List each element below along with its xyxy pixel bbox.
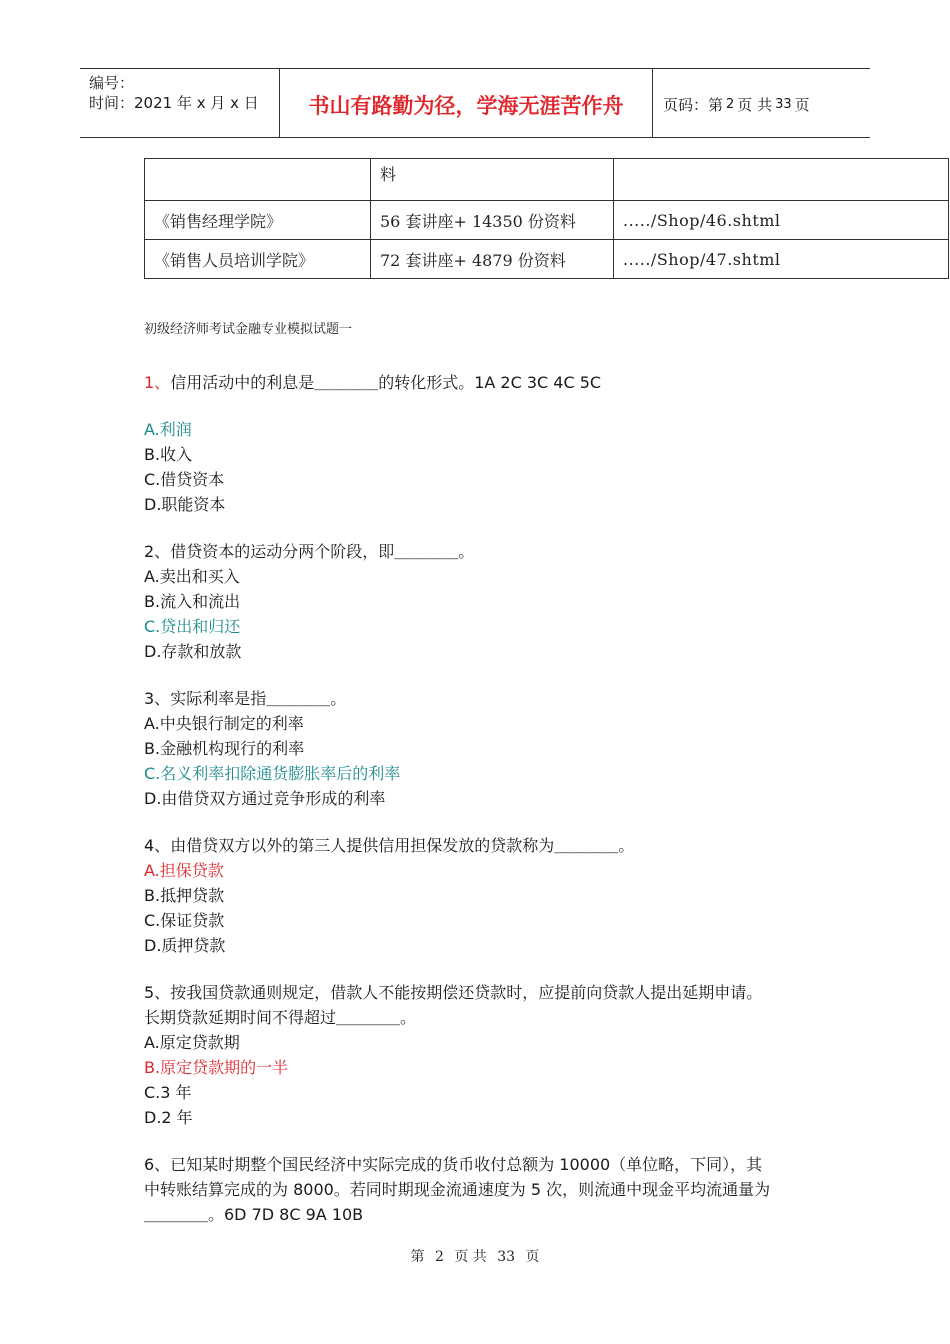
resource-desc: 料 — [371, 159, 614, 201]
option-c: C.名义利率扣除通货膨胀率后的利率 — [144, 764, 401, 783]
option-a: A.原定贷款期 — [144, 1033, 240, 1052]
footer-prefix: 第 — [410, 1249, 425, 1265]
option-d: D.质押贷款 — [144, 936, 226, 955]
question-number: 3、 — [144, 689, 171, 708]
page-footer — [0, 1246, 950, 1266]
date-label: 时间：2021 年 x 月 x 日 — [89, 94, 259, 112]
question-1 — [144, 370, 824, 517]
option-a: A.利润 — [144, 420, 192, 439]
question-number: 6、 — [144, 1155, 171, 1174]
option-c: C.保证贷款 — [144, 911, 225, 930]
resource-link[interactable]: ...../Shop/47.shtml — [614, 240, 949, 279]
option-d: D.存款和放款 — [144, 642, 242, 661]
question-stem-cont: 长期贷款延期时间不得超过＿＿＿＿。 — [144, 1008, 417, 1027]
page-suffix: 页 — [794, 96, 810, 114]
page-header — [80, 68, 870, 138]
resource-link — [614, 159, 949, 201]
footer-total: 33 — [497, 1249, 516, 1265]
question-number: 2、 — [144, 542, 171, 561]
page-total: 33 — [775, 97, 792, 112]
resource-name: 《销售人员培训学院》 — [145, 240, 371, 279]
resource-table — [144, 158, 949, 279]
option-c: C.3 年 — [144, 1083, 192, 1102]
serial-number-label: 编号： — [89, 74, 135, 92]
option-b: B.原定贷款期的一半 — [144, 1058, 289, 1077]
question-3 — [144, 686, 824, 811]
resource-name — [145, 159, 371, 201]
resource-name: 《销售经理学院》 — [145, 201, 371, 240]
table-row — [145, 201, 949, 240]
option-d: D.2 年 — [144, 1108, 193, 1127]
page-prefix: 页码：第 — [663, 96, 724, 114]
question-number: 4、 — [144, 836, 171, 855]
question-stem: 3、实际利率是指＿＿＿＿。 — [144, 689, 347, 708]
question-stem-cont: 中转账结算完成的为 8000。若同时期现金流通速度为 5 次，则流通中现金平均流通量为 — [144, 1180, 771, 1199]
question-5 — [144, 980, 824, 1130]
question-stem: 5、按我国贷款通则规定，借款人不能按期偿还贷款时，应提前向贷款人提出延期申请。 — [144, 983, 763, 1002]
option-d: D.由借贷双方通过竞争形成的利率 — [144, 789, 386, 808]
page-mid: 页 共 — [737, 96, 773, 114]
question-number: 5、 — [144, 983, 171, 1002]
document-title: 初级经济师考试金融专业模拟试题一 — [144, 322, 353, 337]
option-c: C.借贷资本 — [144, 470, 225, 489]
footer-page: 2 — [434, 1249, 444, 1265]
resource-link[interactable]: ...../Shop/46.shtml — [614, 201, 949, 240]
question-4 — [144, 833, 824, 958]
question-stem: 6、已知某时期整个国民经济中实际完成的货币收付总额为 10000（单位略，下同），其 — [144, 1155, 763, 1174]
option-d: D.职能资本 — [144, 495, 226, 514]
question-2 — [144, 539, 824, 664]
question-stem: 2、借贷资本的运动分两个阶段，即＿＿＿＿。 — [144, 542, 475, 561]
question-stem: 4、由借贷双方以外的第三人提供信用担保发放的贷款称为＿＿＿＿。 — [144, 836, 635, 855]
option-a: A.中央银行制定的利率 — [144, 714, 304, 733]
question-6 — [144, 1152, 824, 1227]
option-b: B.金融机构现行的利率 — [144, 739, 305, 758]
table-row — [145, 240, 949, 279]
page-number: 2 — [726, 97, 735, 112]
header-motto: 书山有路勤为径，学海无涯苦作舟 — [280, 69, 653, 137]
header-meta — [80, 69, 280, 137]
option-b: B.抵押贷款 — [144, 886, 225, 905]
option-a: A.卖出和买入 — [144, 567, 240, 586]
footer-mid: 页 共 — [454, 1249, 487, 1265]
option-a: A.担保贷款 — [144, 861, 224, 880]
resource-desc: 72 套讲座+ 4879 份资料 — [371, 240, 614, 279]
question-list — [144, 370, 824, 1249]
question-number: 1、 — [144, 373, 171, 392]
option-b: B.流入和流出 — [144, 592, 241, 611]
header-page-info — [653, 69, 870, 137]
footer-suffix: 页 — [525, 1249, 540, 1265]
resource-desc: 56 套讲座+ 14350 份资料 — [371, 201, 614, 240]
option-c: C.贷出和归还 — [144, 617, 241, 636]
table-row — [145, 159, 949, 201]
option-b: B.收入 — [144, 445, 193, 464]
question-stem: 1、信用活动中的利息是＿＿＿＿的转化形式。1A 2C 3C 4C 5C — [144, 373, 602, 392]
question-stem-cont: ＿＿＿＿。6D 7D 8C 9A 10B — [144, 1205, 364, 1224]
